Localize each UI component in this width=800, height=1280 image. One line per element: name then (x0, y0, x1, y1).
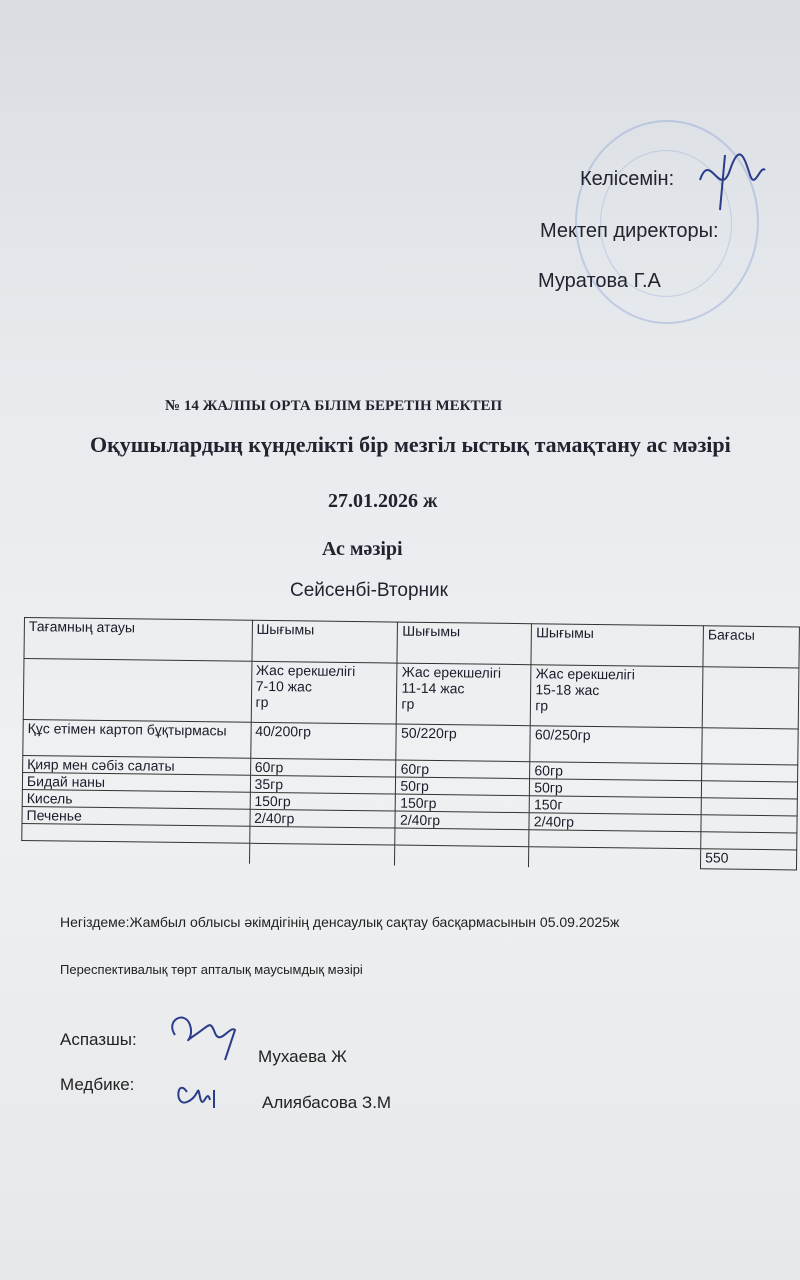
table-row: Құс етімен картоп бұқтырмасы 40/200гр 50/220гр 60/250гр (23, 719, 798, 764)
table-row: Бидай наны 35гр 50гр 50гр (22, 772, 797, 798)
approval-agreed: Келісемін: (580, 168, 675, 190)
age-group-1: Жас ерекшелігі 7-10 жас гр (251, 661, 398, 724)
menu-date: 27.01.2026 ж (328, 490, 438, 512)
menu-table (21, 617, 800, 870)
menu-title: Оқушылардың күнделікті бір мезгіл ыстық тамақтану ас мәзірі (90, 432, 731, 457)
total-price: 550 (701, 849, 797, 870)
cook-name: Мухаева Ж (258, 1047, 347, 1066)
nurse-label: Медбике: (60, 1075, 135, 1094)
age-group-row (23, 659, 799, 729)
menu-label: Ас мәзірі (322, 538, 403, 560)
age-group-2: Жас ерекшелігі 11-14 жас гр (397, 663, 532, 726)
cook-label: Аспазшы: (60, 1030, 137, 1049)
table-row: Кисель 150гр 150гр 150г (22, 789, 797, 815)
nurse-name: Алиябасова З.М (262, 1093, 392, 1112)
header-price: Бағасы (703, 626, 799, 668)
cook-signature (160, 1005, 260, 1065)
header-yield-3: Шығымы (531, 624, 703, 667)
approval-role: Мектеп директоры: (540, 220, 719, 242)
table-row: Қияр мен сәбіз салаты 60гр 60гр 60гр (23, 755, 798, 781)
approval-name: Муратова Г.А (538, 270, 661, 292)
table-row: Печенье 2/40гр 2/40гр 2/40гр (22, 806, 797, 832)
basis-line-2: Переспективалық төрт апталық маусымдық мәзірі (60, 962, 363, 977)
header-dish: Тағамның атауы (24, 618, 252, 662)
header-yield-2: Шығымы (397, 622, 531, 665)
menu-day: Сейсенбі-Вторник (290, 580, 448, 601)
basis-line: Негіздеме:Жамбыл облысы әкімдігінің денсаулық сақтау басқармасынын 05.09.2025ж (60, 914, 620, 930)
header-yield-1: Шығымы (252, 620, 398, 663)
director-signature (690, 140, 770, 215)
nurse-signature (172, 1072, 222, 1112)
age-group-3: Жас ерекшелігі 15-18 жас гр (531, 665, 703, 728)
school-name: № 14 ЖАЛПЫ ОРТА БІЛІМ БЕРЕТІН МЕКТЕП (165, 398, 503, 414)
